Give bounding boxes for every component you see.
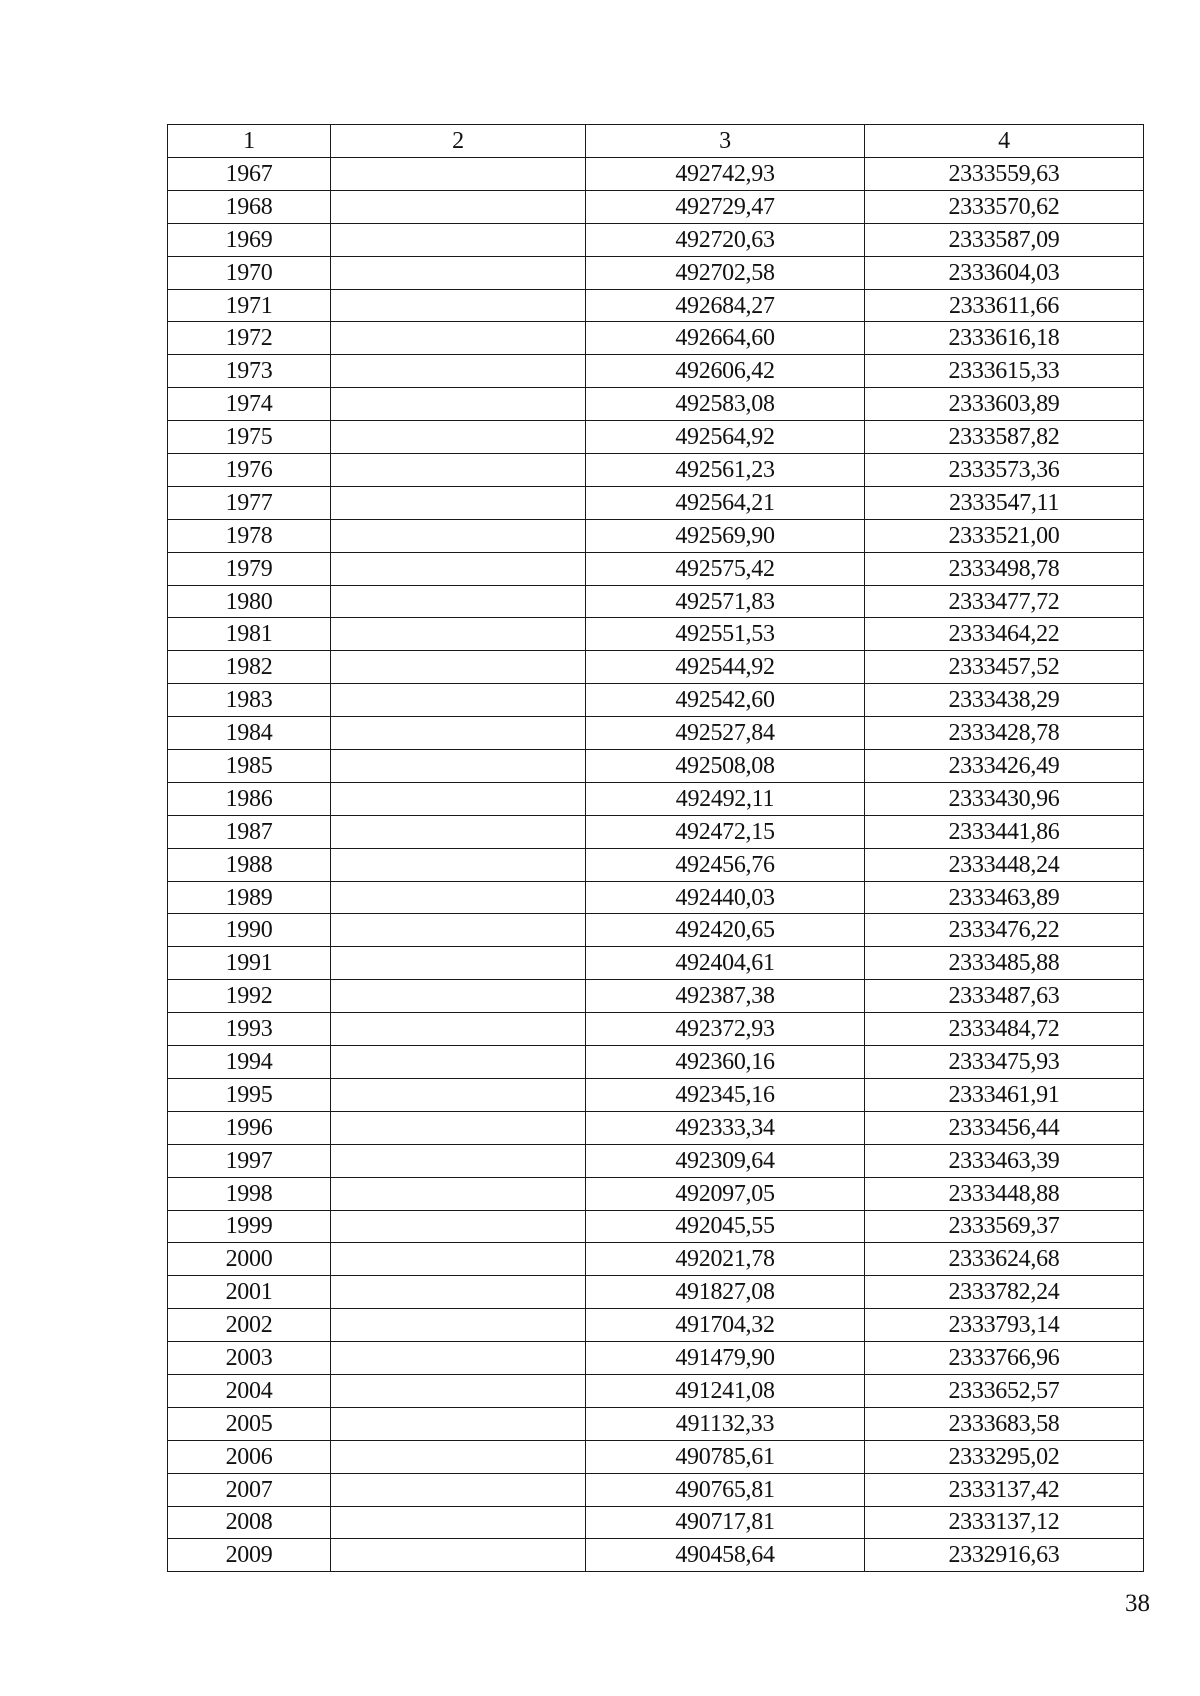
coordinate-y-cell: 2333559,63 (865, 158, 1144, 191)
table-row (168, 651, 1144, 684)
coordinate-x-cell: 490785,61 (586, 1440, 865, 1473)
coordinate-y-cell: 2333463,39 (865, 1144, 1144, 1177)
point-name-cell (331, 421, 586, 454)
coordinate-y-cell: 2333652,57 (865, 1374, 1144, 1407)
point-name-cell (331, 454, 586, 487)
coordinate-x-cell: 492372,93 (586, 1013, 865, 1046)
coordinate-y-cell: 2333570,62 (865, 190, 1144, 223)
coordinate-y-cell: 2333793,14 (865, 1309, 1144, 1342)
point-name-cell (331, 1473, 586, 1506)
table-row (168, 1539, 1144, 1572)
row-number-cell: 1974 (168, 388, 331, 421)
row-number-cell: 2002 (168, 1309, 331, 1342)
row-number-cell: 1986 (168, 782, 331, 815)
coordinate-x-cell: 492456,76 (586, 848, 865, 881)
table-row (168, 256, 1144, 289)
table-header-row (168, 125, 1144, 158)
coordinate-x-cell: 492527,84 (586, 717, 865, 750)
coordinate-x-cell: 492664,60 (586, 322, 865, 355)
coordinate-x-cell: 492684,27 (586, 289, 865, 322)
point-name-cell (331, 1309, 586, 1342)
coordinate-y-cell: 2333498,78 (865, 552, 1144, 585)
coordinate-x-cell: 492544,92 (586, 651, 865, 684)
table-row (168, 1342, 1144, 1375)
table-row (168, 881, 1144, 914)
coordinate-x-cell: 492742,93 (586, 158, 865, 191)
point-name-cell (331, 256, 586, 289)
row-number-cell: 2001 (168, 1276, 331, 1309)
column-header-4: 4 (865, 125, 1144, 158)
table-row (168, 289, 1144, 322)
coordinate-y-cell: 2333782,24 (865, 1276, 1144, 1309)
coordinate-x-cell: 490458,64 (586, 1539, 865, 1572)
coordinate-x-cell: 492333,34 (586, 1111, 865, 1144)
table-row (168, 914, 1144, 947)
row-number-cell: 1996 (168, 1111, 331, 1144)
coordinate-x-cell: 492542,60 (586, 684, 865, 717)
row-number-cell: 1985 (168, 750, 331, 783)
column-header-1: 1 (168, 125, 331, 158)
coordinate-y-cell: 2333448,24 (865, 848, 1144, 881)
table-row (168, 848, 1144, 881)
row-number-cell: 1970 (168, 256, 331, 289)
row-number-cell: 1967 (168, 158, 331, 191)
row-number-cell: 2008 (168, 1506, 331, 1539)
row-number-cell: 1976 (168, 454, 331, 487)
row-number-cell: 2006 (168, 1440, 331, 1473)
table-row (168, 750, 1144, 783)
table-row (168, 1144, 1144, 1177)
coordinate-y-cell: 2333615,33 (865, 355, 1144, 388)
row-number-cell: 1981 (168, 618, 331, 651)
row-number-cell: 1992 (168, 980, 331, 1013)
coordinate-x-cell: 492472,15 (586, 815, 865, 848)
table-row (168, 585, 1144, 618)
row-number-cell: 1988 (168, 848, 331, 881)
coordinate-x-cell: 492561,23 (586, 454, 865, 487)
point-name-cell (331, 190, 586, 223)
point-name-cell (331, 1342, 586, 1375)
coordinate-y-cell: 2333438,29 (865, 684, 1144, 717)
point-name-cell (331, 158, 586, 191)
point-name-cell (331, 980, 586, 1013)
point-name-cell (331, 1407, 586, 1440)
table-row (168, 947, 1144, 980)
row-number-cell: 2004 (168, 1374, 331, 1407)
table-row (168, 454, 1144, 487)
coordinate-y-cell: 2333587,09 (865, 223, 1144, 256)
coordinate-x-cell: 492564,21 (586, 486, 865, 519)
table-row (168, 1243, 1144, 1276)
coordinate-y-cell: 2333766,96 (865, 1342, 1144, 1375)
coordinate-x-cell: 492551,53 (586, 618, 865, 651)
coordinate-y-cell: 2333441,86 (865, 815, 1144, 848)
point-name-cell (331, 289, 586, 322)
row-number-cell: 1973 (168, 355, 331, 388)
point-name-cell (331, 914, 586, 947)
column-header-2: 2 (331, 125, 586, 158)
row-number-cell: 1971 (168, 289, 331, 322)
coordinate-y-cell: 2333475,93 (865, 1046, 1144, 1079)
coordinate-x-cell: 490765,81 (586, 1473, 865, 1506)
table-row (168, 223, 1144, 256)
coordinate-x-cell: 491704,32 (586, 1309, 865, 1342)
row-number-cell: 1983 (168, 684, 331, 717)
table-row (168, 717, 1144, 750)
row-number-cell: 1990 (168, 914, 331, 947)
point-name-cell (331, 684, 586, 717)
row-number-cell: 1991 (168, 947, 331, 980)
coordinate-y-cell: 2333603,89 (865, 388, 1144, 421)
coordinate-y-cell: 2333477,72 (865, 585, 1144, 618)
point-name-cell (331, 881, 586, 914)
table-row (168, 190, 1144, 223)
point-name-cell (331, 1013, 586, 1046)
point-name-cell (331, 1046, 586, 1079)
coordinate-x-cell: 492360,16 (586, 1046, 865, 1079)
table-row (168, 552, 1144, 585)
row-number-cell: 1968 (168, 190, 331, 223)
coordinate-x-cell: 491479,90 (586, 1342, 865, 1375)
point-name-cell (331, 1276, 586, 1309)
row-number-cell: 1987 (168, 815, 331, 848)
point-name-cell (331, 1144, 586, 1177)
point-name-cell (331, 223, 586, 256)
coordinate-x-cell: 491827,08 (586, 1276, 865, 1309)
row-number-cell: 1989 (168, 881, 331, 914)
coordinate-y-cell: 2333137,12 (865, 1506, 1144, 1539)
table-row (168, 1407, 1144, 1440)
coordinate-y-cell: 2333456,44 (865, 1111, 1144, 1144)
coordinate-x-cell: 492387,38 (586, 980, 865, 1013)
coordinate-x-cell: 492420,65 (586, 914, 865, 947)
coordinate-y-cell: 2333604,03 (865, 256, 1144, 289)
table-row (168, 1210, 1144, 1243)
row-number-cell: 1975 (168, 421, 331, 454)
coordinate-y-cell: 2333611,66 (865, 289, 1144, 322)
row-number-cell: 2007 (168, 1473, 331, 1506)
point-name-cell (331, 1243, 586, 1276)
coordinate-x-cell: 492702,58 (586, 256, 865, 289)
row-number-cell: 1994 (168, 1046, 331, 1079)
row-number-cell: 1984 (168, 717, 331, 750)
coordinate-x-cell: 492575,42 (586, 552, 865, 585)
table-row (168, 1374, 1144, 1407)
table-row (168, 421, 1144, 454)
table-row (168, 1440, 1144, 1473)
point-name-cell (331, 848, 586, 881)
point-name-cell (331, 355, 586, 388)
table-row (168, 1046, 1144, 1079)
coordinate-y-cell: 2333573,36 (865, 454, 1144, 487)
table-row (168, 1013, 1144, 1046)
coordinate-x-cell: 492097,05 (586, 1177, 865, 1210)
row-number-cell: 1999 (168, 1210, 331, 1243)
coordinate-y-cell: 2333569,37 (865, 1210, 1144, 1243)
coordinate-x-cell: 492571,83 (586, 585, 865, 618)
table-row (168, 355, 1144, 388)
coordinate-x-cell: 492583,08 (586, 388, 865, 421)
point-name-cell (331, 1440, 586, 1473)
point-name-cell (331, 1506, 586, 1539)
point-name-cell (331, 782, 586, 815)
row-number-cell: 1998 (168, 1177, 331, 1210)
point-name-cell (331, 750, 586, 783)
point-name-cell (331, 552, 586, 585)
coordinates-table (167, 124, 1144, 1572)
table-row (168, 1506, 1144, 1539)
coordinate-y-cell: 2333476,22 (865, 914, 1144, 947)
coordinate-x-cell: 492345,16 (586, 1078, 865, 1111)
table-body (168, 158, 1144, 1572)
row-number-cell: 2009 (168, 1539, 331, 1572)
coordinate-y-cell: 2333547,11 (865, 486, 1144, 519)
coordinate-y-cell: 2333521,00 (865, 519, 1144, 552)
coordinate-x-cell: 492720,63 (586, 223, 865, 256)
point-name-cell (331, 1210, 586, 1243)
column-header-3: 3 (586, 125, 865, 158)
table-row (168, 1177, 1144, 1210)
coordinate-y-cell: 2333448,88 (865, 1177, 1144, 1210)
coordinate-y-cell: 2333426,49 (865, 750, 1144, 783)
page-number: 38 (1125, 1590, 1150, 1617)
coordinate-x-cell: 492045,55 (586, 1210, 865, 1243)
table-row (168, 980, 1144, 1013)
coordinate-x-cell: 490717,81 (586, 1506, 865, 1539)
coordinate-x-cell: 492564,92 (586, 421, 865, 454)
table-row (168, 1309, 1144, 1342)
coordinate-x-cell: 492404,61 (586, 947, 865, 980)
point-name-cell (331, 585, 586, 618)
row-number-cell: 1978 (168, 519, 331, 552)
row-number-cell: 1993 (168, 1013, 331, 1046)
row-number-cell: 1979 (168, 552, 331, 585)
table-row (168, 1473, 1144, 1506)
table-row (168, 1276, 1144, 1309)
coordinate-x-cell: 491241,08 (586, 1374, 865, 1407)
coordinate-y-cell: 2333137,42 (865, 1473, 1144, 1506)
coordinate-x-cell: 492508,08 (586, 750, 865, 783)
point-name-cell (331, 486, 586, 519)
row-number-cell: 1995 (168, 1078, 331, 1111)
row-number-cell: 2000 (168, 1243, 331, 1276)
coordinate-x-cell: 492729,47 (586, 190, 865, 223)
coordinate-x-cell: 492309,64 (586, 1144, 865, 1177)
point-name-cell (331, 815, 586, 848)
point-name-cell (331, 1078, 586, 1111)
coordinate-y-cell: 2333464,22 (865, 618, 1144, 651)
table-row (168, 158, 1144, 191)
coordinate-y-cell: 2333461,91 (865, 1078, 1144, 1111)
point-name-cell (331, 322, 586, 355)
point-name-cell (331, 388, 586, 421)
row-number-cell: 1980 (168, 585, 331, 618)
point-name-cell (331, 1177, 586, 1210)
coordinate-y-cell: 2333683,58 (865, 1407, 1144, 1440)
coordinate-y-cell: 2333487,63 (865, 980, 1144, 1013)
row-number-cell: 1997 (168, 1144, 331, 1177)
point-name-cell (331, 618, 586, 651)
coordinate-y-cell: 2332916,63 (865, 1539, 1144, 1572)
row-number-cell: 2003 (168, 1342, 331, 1375)
table-row (168, 782, 1144, 815)
coordinate-x-cell: 492606,42 (586, 355, 865, 388)
table-row (168, 486, 1144, 519)
coordinate-y-cell: 2333624,68 (865, 1243, 1144, 1276)
point-name-cell (331, 1111, 586, 1144)
point-name-cell (331, 1539, 586, 1572)
coordinate-y-cell: 2333428,78 (865, 717, 1144, 750)
point-name-cell (331, 1374, 586, 1407)
point-name-cell (331, 947, 586, 980)
coordinate-y-cell: 2333430,96 (865, 782, 1144, 815)
coordinate-y-cell: 2333457,52 (865, 651, 1144, 684)
row-number-cell: 1977 (168, 486, 331, 519)
table-row (168, 1111, 1144, 1144)
coordinate-x-cell: 491132,33 (586, 1407, 865, 1440)
coordinate-y-cell: 2333484,72 (865, 1013, 1144, 1046)
point-name-cell (331, 519, 586, 552)
coordinate-y-cell: 2333295,02 (865, 1440, 1144, 1473)
coordinate-y-cell: 2333616,18 (865, 322, 1144, 355)
row-number-cell: 1982 (168, 651, 331, 684)
table-row (168, 1078, 1144, 1111)
table-row (168, 388, 1144, 421)
table-row (168, 618, 1144, 651)
coordinate-y-cell: 2333485,88 (865, 947, 1144, 980)
point-name-cell (331, 651, 586, 684)
table-row (168, 322, 1144, 355)
row-number-cell: 1972 (168, 322, 331, 355)
table-row (168, 519, 1144, 552)
coordinate-y-cell: 2333463,89 (865, 881, 1144, 914)
coordinate-x-cell: 492492,11 (586, 782, 865, 815)
row-number-cell: 2005 (168, 1407, 331, 1440)
coordinate-y-cell: 2333587,82 (865, 421, 1144, 454)
point-name-cell (331, 717, 586, 750)
coordinate-x-cell: 492569,90 (586, 519, 865, 552)
table-row (168, 815, 1144, 848)
coordinate-x-cell: 492440,03 (586, 881, 865, 914)
row-number-cell: 1969 (168, 223, 331, 256)
coordinate-x-cell: 492021,78 (586, 1243, 865, 1276)
table-row (168, 684, 1144, 717)
